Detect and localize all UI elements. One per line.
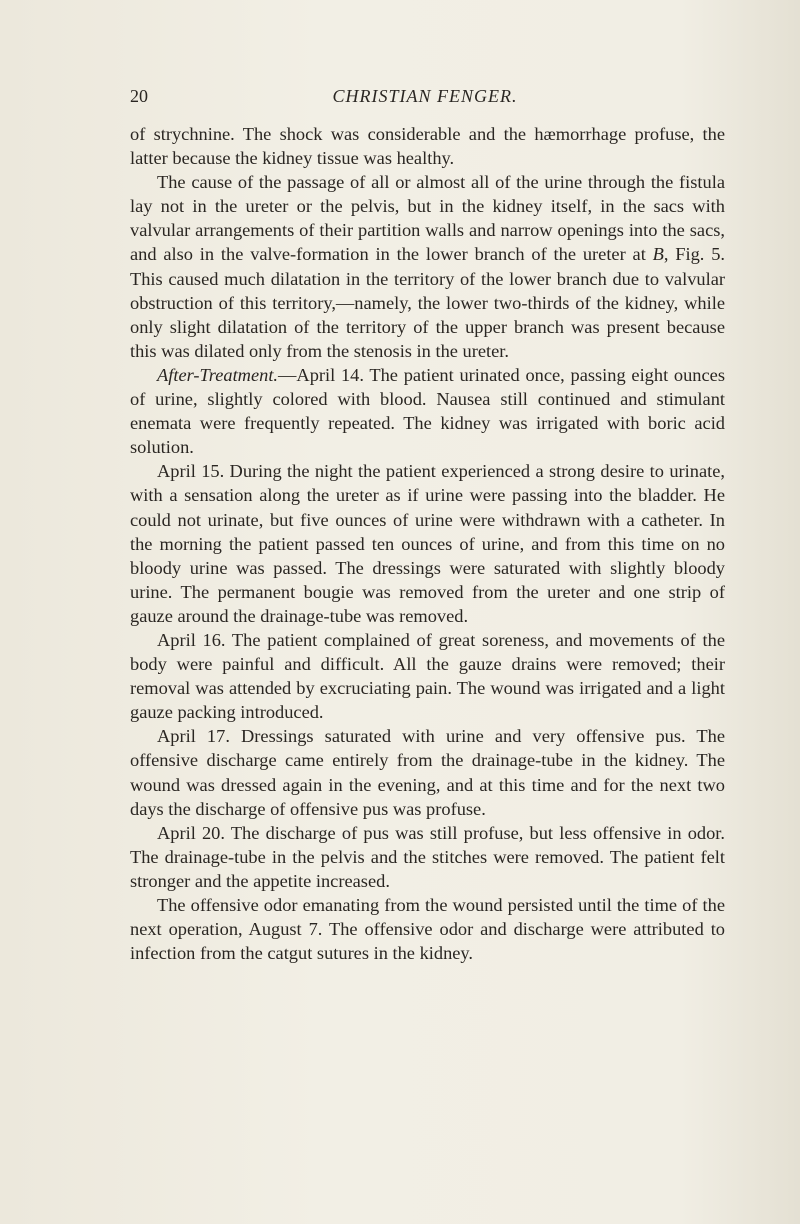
paragraph-text: The cause of the passage of all or almost all of the urine through the fistula lay not in the ureter or the pelvis, but in the kidney itself, in the sacs with valvular arrangements of their partition walls and narrow openings into the sacs, and also in the valve-formation in the lower branch of the ureter at <box>130 172 725 265</box>
paragraph-text: April 20. The discharge of pus was still profuse, but less offensive in odor. The drainage-tube in the pelvis and the stitches were removed. The patient felt stronger and the appetite increased. <box>130 822 725 891</box>
paragraph-text: The offensive odor emanating from the wound persisted until the time of the next operation, August 7. The offensive odor and discharge were attributed to infection from the catgut sutures in the kidney. <box>130 895 725 964</box>
paragraph-april-17 <box>130 724 725 820</box>
paragraph-april-20 <box>130 821 725 893</box>
body-text <box>130 122 725 965</box>
figure-label-b: B <box>652 244 664 265</box>
paragraph-text: , Fig. 5. This caused much dilatation in the territory of the lower branch due to valvular obstruction of this territory,—namely, the lower two-thirds of the kidney, while only slight dilatation of the territory of the upper branch was present because this was dilated only from the stenosis in the ureter. <box>130 244 726 361</box>
paragraph-text: April 17. Dressings saturated with urine and very offensive pus. The offensive discharge came entirely from the drainage-tube in the kidney. The wound was dressed again in the evening, and at this time and for the next two days the discharge of offensive pus was profuse. <box>130 726 725 819</box>
paragraph-cause <box>130 170 725 363</box>
paragraph-after-treatment <box>130 363 725 459</box>
section-heading-after-treatment: After-Treatment. <box>157 364 279 385</box>
paragraph-hemorrhage <box>130 122 725 170</box>
page-header <box>130 86 720 112</box>
paragraph-april-16 <box>130 628 725 724</box>
paragraph-text: April 16. The patient complained of great soreness, and movements of the body were painful and difficult. All the gauze drains were removed; their removal was attended by excruciating pain. The wound was irrigated and a light gauze packing introduced. <box>130 629 725 723</box>
paragraph-text: —April 14. The patient urinated once, passing eight ounces of urine, slightly colored with blood. Nausea still continued and stimulant enemata were frequently repeated. The kidney was irrigated with boric acid solution. <box>130 364 725 458</box>
running-head: CHRISTIAN FENGER. <box>332 86 518 106</box>
paragraph-text: of strychnine. The shock was considerable and the hæmorrhage profuse, the latter because the kidney tissue was healthy. <box>130 124 725 169</box>
page-number: 20 <box>130 86 148 106</box>
paragraph-text: April 15. During the night the patient experienced a strong desire to urinate, with a sensation along the ureter as if urine were passing into the bladder. He could not urinate, but five ounces of urine were withdrawn with a catheter. In the morning the patient passed ten ounces of urine, and from this time on no bloody urine was passed. The dressings were saturated with slightly bloody urine. The permanent bougie was removed from the ureter and one strip of gauze around the drainage-tube was removed. <box>130 461 725 626</box>
paragraph-april-15 <box>130 459 725 628</box>
paragraph-offensive-odor <box>130 893 725 965</box>
